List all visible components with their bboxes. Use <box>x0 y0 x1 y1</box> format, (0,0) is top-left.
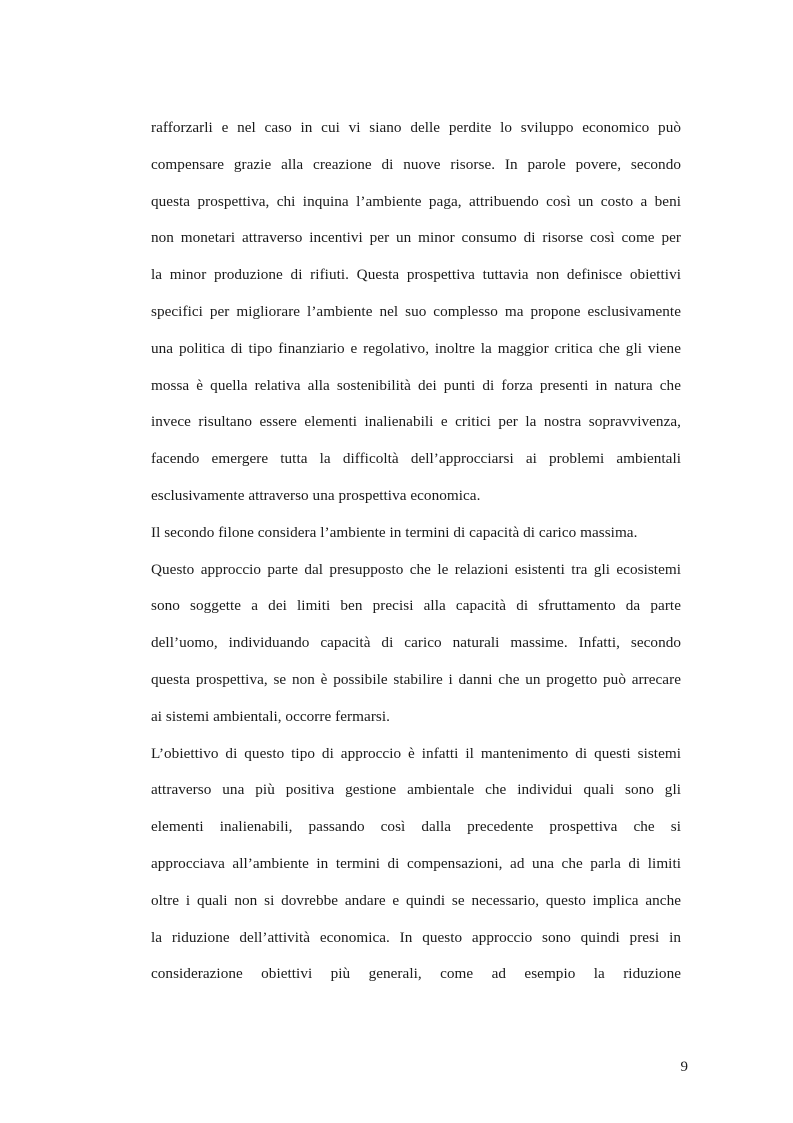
text-line: rafforzarli e nel caso in cui vi siano delle perdite lo sviluppo economico può <box>151 119 681 136</box>
text-line: la riduzione dell’attività economica. In questo approccio sono quindi presi in <box>151 928 681 946</box>
text-line: sono soggette a dei limiti ben precisi alla capacità di sfruttamento da parte <box>151 597 681 615</box>
text-line: attraverso una più positiva gestione ambientale che individui quali sono gli <box>151 781 681 799</box>
text-line: esclusivamente attraverso una prospettiva economica. <box>151 486 481 504</box>
text-line: ai sistemi ambientali, occorre fermarsi. <box>151 707 391 725</box>
text-line: elementi inalienabili, passando così dalla precedente prospettiva che si <box>151 818 681 836</box>
text-line: una politica di tipo finanziario e regolativo, inoltre la maggior critica che gli viene <box>151 339 681 357</box>
text-line: questa prospettiva, se non è possibile stabilire i danni che un progetto può arrecare <box>151 670 681 688</box>
text-line: compensare grazie alla creazione di nuove risorse. In parole povere, secondo <box>151 155 681 173</box>
page-number: 9 <box>680 1059 688 1075</box>
text-line: facendo emergere tutta la difficoltà dell’approcciarsi ai problemi ambientali <box>151 450 681 468</box>
text-line: non monetari attraverso incentivi per un minor consumo di risorse così come per <box>151 229 681 247</box>
text-line: la minor produzione di rifiuti. Questa prospettiva tuttavia non definisce obiettivi <box>151 266 681 284</box>
text-line: mossa è quella relativa alla sostenibilità dei punti di forza presenti in natura che <box>151 376 681 394</box>
text-line: oltre i quali non si dovrebbe andare e quindi se necessario, questo implica anche <box>151 891 681 909</box>
text-line: approcciava all’ambiente in termini di compensazioni, ad una che parla di limiti <box>151 854 681 872</box>
text-line: questa prospettiva, chi inquina l’ambiente paga, attribuendo così un costo a beni <box>151 192 681 210</box>
text-line: L’obiettivo di questo tipo di approccio è infatti il mantenimento di questi sistemi <box>151 744 681 762</box>
text-line: specifici per migliorare l’ambiente nel suo complesso ma propone esclusivamente <box>151 302 681 320</box>
text-line: invece risultano essere elementi inalienabili e critici per la nostra sopravvivenza, <box>151 413 681 431</box>
text-line: considerazione obiettivi più generali, come ad esempio la riduzione <box>151 965 681 983</box>
body-text <box>151 110 681 993</box>
text-line: Questo approccio parte dal presupposto che le relazioni esistenti tra gli ecosistemi <box>151 560 681 578</box>
text-line: dell’uomo, individuando capacità di carico naturali massime. Infatti, secondo <box>151 634 681 652</box>
text-line: Il secondo filone considera l’ambiente in termini di capacità di carico massima. <box>151 523 638 541</box>
